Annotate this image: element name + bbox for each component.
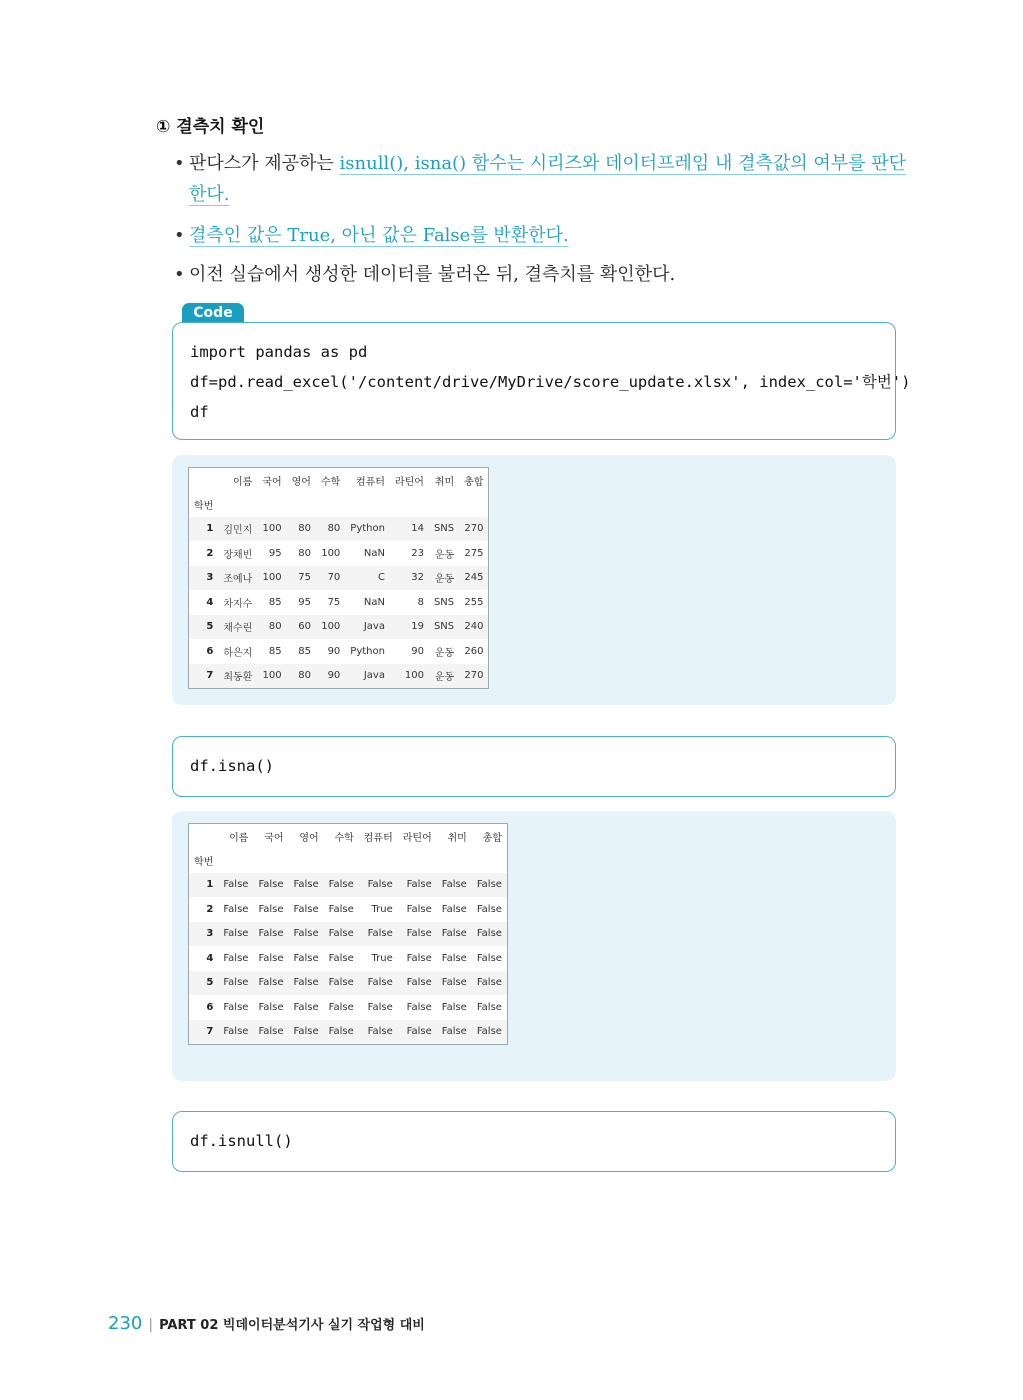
table-cell: False: [328, 928, 354, 940]
table-cell: False: [441, 977, 467, 989]
dataframe-table: [189, 824, 507, 1044]
table-row: [189, 873, 507, 898]
table-cell: False: [328, 1026, 354, 1038]
table-cell: False: [441, 903, 467, 915]
empty-cell: [218, 849, 253, 873]
bullet-highlight: isnull(), isna() 함수는 시리즈와 데이터프레임 내 결측값의 여부를 판단한다.: [189, 153, 907, 205]
table-cell: False: [258, 977, 284, 989]
table-cell: False: [293, 1026, 319, 1038]
footer-divider: |: [148, 1317, 154, 1333]
table-cell: SNS: [433, 621, 455, 633]
table-cell: False: [441, 1001, 467, 1013]
table-cell: 95: [268, 547, 282, 559]
index-name: 학번: [194, 501, 214, 512]
table-row: [189, 566, 488, 591]
table-cell: 100: [321, 547, 341, 559]
table-row: [189, 590, 488, 615]
table-cell: 85: [268, 645, 282, 657]
table-cell: Java: [363, 621, 385, 633]
table-row: [189, 1020, 507, 1045]
empty-cell: [218, 493, 257, 517]
empty-cell: [472, 849, 507, 873]
column-header: 수학: [320, 476, 341, 488]
table-cell: Python: [350, 523, 385, 535]
table-cell: False: [476, 879, 502, 891]
table-cell: 80: [298, 547, 311, 559]
table-cell: 100: [262, 572, 282, 584]
table-row: [189, 922, 507, 947]
table-cell: False: [258, 879, 284, 891]
table-cell: 23: [411, 547, 424, 559]
empty-cell: [287, 493, 316, 517]
output-block-1: [172, 455, 896, 705]
table-cell: 90: [327, 670, 341, 682]
bullet-text: 판다스가 제공하는: [189, 153, 340, 174]
table-cell: 60: [298, 621, 311, 633]
table-cell: False: [258, 903, 284, 915]
page-footer: [108, 1313, 425, 1334]
table-cell: SNS: [433, 523, 455, 535]
column-header: 컴퓨터: [363, 832, 393, 844]
table-cell: False: [367, 977, 393, 989]
table-cell: 80: [298, 523, 311, 535]
code-line: df: [190, 403, 209, 421]
table-cell: False: [328, 903, 354, 915]
table-cell: 14: [411, 523, 424, 535]
bullet-text: 이전 실습에서 생성한 데이터를 불러온 뒤, 결측치를 확인한다.: [189, 264, 676, 285]
row-index: 6: [206, 645, 214, 657]
code-line: df.isna(): [190, 757, 274, 775]
row-index: 3: [206, 572, 214, 584]
row-index: 5: [206, 977, 214, 989]
code-tab-label: Code: [182, 303, 244, 323]
header-row: [189, 468, 488, 493]
table-row: [189, 639, 488, 664]
table-cell: 장채빈: [223, 549, 253, 561]
table-cell: False: [258, 928, 284, 940]
table-row: [189, 897, 507, 922]
table-cell: False: [406, 1026, 432, 1038]
table-cell: False: [367, 1001, 393, 1013]
table-cell: False: [293, 903, 319, 915]
table-cell: 255: [464, 596, 484, 608]
table-row: [189, 615, 488, 640]
code-block-3: [172, 1111, 896, 1172]
empty-cell: [429, 493, 459, 517]
table-cell: False: [406, 903, 432, 915]
table-cell: 275: [464, 547, 484, 559]
row-index: 7: [206, 1026, 214, 1038]
table-cell: 245: [464, 572, 484, 584]
footer-text: PART 02 빅데이터분석기사 실기 작업형 대비: [159, 1318, 425, 1333]
table-cell: Java: [363, 670, 385, 682]
table-cell: 95: [298, 596, 311, 608]
empty-cell: [398, 849, 437, 873]
table-cell: 240: [464, 621, 484, 633]
bullet-list: [172, 148, 912, 290]
column-header: 이름: [229, 832, 249, 844]
table-cell: 90: [411, 645, 424, 657]
empty-cell: [316, 493, 345, 517]
code-line: df.isnull(): [190, 1132, 293, 1150]
table-cell: 운동: [434, 672, 455, 684]
bullet-highlight: 결측인 값은 True, 아닌 값은 False를 반환한다.: [189, 225, 569, 246]
bullet-item: [172, 220, 912, 251]
table-cell: False: [406, 977, 432, 989]
index-name: 학번: [194, 857, 214, 868]
table-cell: 김민지: [223, 525, 253, 537]
empty-cell: [390, 493, 429, 517]
index-name-row: [189, 849, 507, 873]
table-cell: False: [328, 1001, 354, 1013]
output-block-2: [172, 811, 896, 1081]
table-cell: False: [476, 952, 502, 964]
bullet-item: [172, 259, 912, 290]
table-cell: 270: [464, 523, 484, 535]
row-index: 2: [206, 547, 214, 559]
table-cell: 19: [411, 621, 424, 633]
empty-cell: [437, 849, 472, 873]
table-cell: 75: [327, 596, 341, 608]
table-cell: False: [476, 977, 502, 989]
table-cell: False: [258, 1026, 284, 1038]
table-cell: False: [406, 928, 432, 940]
code-block-1: [172, 322, 911, 440]
table-cell: False: [441, 1026, 467, 1038]
table-cell: False: [223, 977, 249, 989]
table-cell: 조예나: [223, 574, 253, 586]
column-header: 이름: [232, 476, 253, 488]
row-index: 2: [206, 903, 214, 915]
dataframe-table: [189, 468, 488, 688]
row-index: 3: [206, 928, 214, 940]
table-cell: True: [371, 952, 393, 964]
empty-cell: [459, 493, 488, 517]
table-row: [189, 664, 488, 689]
table-cell: False: [476, 1001, 502, 1013]
table-cell: False: [293, 879, 319, 891]
table-cell: False: [367, 1026, 393, 1038]
page-number: 230: [108, 1313, 143, 1334]
table-cell: False: [223, 879, 249, 891]
table-row: [189, 971, 507, 996]
table-cell: False: [223, 903, 249, 915]
table-cell: 100: [262, 670, 282, 682]
table-cell: False: [328, 879, 354, 891]
row-index: 7: [206, 670, 214, 682]
table-cell: 운동: [434, 574, 455, 586]
table-cell: 90: [327, 645, 341, 657]
table-cell: 260: [464, 645, 484, 657]
table-cell: 32: [411, 572, 424, 584]
row-index: 1: [206, 523, 214, 535]
table-cell: False: [367, 879, 393, 891]
empty-cell: [289, 849, 324, 873]
section-title: ① 결측치 확인: [156, 117, 265, 137]
table-cell: False: [223, 928, 249, 940]
table-cell: 270: [464, 670, 484, 682]
table-row: [189, 995, 507, 1020]
empty-cell: [253, 849, 288, 873]
table-cell: True: [371, 903, 393, 915]
column-header: 컴퓨터: [355, 476, 385, 488]
column-header: 라틴어: [402, 832, 432, 844]
code-line: df=pd.read_excel('/content/drive/MyDrive/score_update.xlsx', index_col='학번'): [190, 373, 911, 391]
table-cell: False: [367, 928, 393, 940]
table-cell: 85: [268, 596, 282, 608]
column-header: 수학: [334, 832, 354, 844]
table-cell: 하은지: [223, 647, 253, 659]
table-cell: False: [476, 928, 502, 940]
column-header: 영어: [299, 832, 319, 844]
table-cell: C: [377, 572, 385, 584]
table-cell: 차지수: [223, 598, 253, 610]
corner-cell: [189, 468, 218, 493]
table-cell: 75: [298, 572, 311, 584]
corner-cell: [189, 824, 218, 849]
table-cell: False: [293, 952, 319, 964]
table-cell: False: [476, 903, 502, 915]
row-index: 4: [206, 596, 214, 608]
table-cell: Python: [350, 645, 385, 657]
table-cell: 채수린: [223, 623, 253, 635]
table-cell: False: [476, 1026, 502, 1038]
table-cell: False: [406, 1001, 432, 1013]
column-header: 국어: [262, 476, 282, 488]
table-cell: False: [293, 977, 319, 989]
column-header: 총합: [482, 832, 502, 844]
table-cell: False: [441, 952, 467, 964]
empty-cell: [345, 493, 390, 517]
table-cell: NaN: [363, 547, 385, 559]
table-cell: 100: [262, 523, 282, 535]
table-cell: 최동환: [223, 672, 253, 684]
header-row: [189, 824, 507, 849]
row-index: 1: [206, 879, 214, 891]
table-cell: 80: [268, 621, 282, 633]
table-cell: 운동: [434, 647, 455, 659]
table-cell: False: [406, 952, 432, 964]
table-row: [189, 541, 488, 566]
table-cell: 85: [298, 645, 311, 657]
table-cell: 70: [327, 572, 341, 584]
table-cell: False: [293, 928, 319, 940]
table-cell: False: [328, 952, 354, 964]
table-cell: False: [258, 952, 284, 964]
row-index: 5: [206, 621, 214, 633]
empty-cell: [359, 849, 398, 873]
table-cell: 100: [404, 670, 424, 682]
empty-cell: [324, 849, 359, 873]
column-header: 총합: [464, 476, 484, 488]
column-header: 라틴어: [394, 476, 424, 488]
table-cell: False: [258, 1001, 284, 1013]
table-cell: NaN: [363, 596, 385, 608]
empty-cell: [257, 493, 286, 517]
table-cell: False: [223, 1026, 249, 1038]
table-cell: 8: [417, 596, 424, 608]
table-cell: 100: [321, 621, 341, 633]
row-index: 4: [206, 952, 214, 964]
table-cell: 80: [327, 523, 341, 535]
column-header: 영어: [291, 476, 311, 488]
index-name-row: [189, 493, 488, 517]
dataframe-output-2: [188, 823, 508, 1045]
table-cell: False: [293, 1001, 319, 1013]
table-cell: False: [441, 928, 467, 940]
code-block-2: [172, 736, 896, 797]
table-cell: False: [223, 1001, 249, 1013]
table-cell: SNS: [433, 596, 455, 608]
column-header: 취미: [434, 476, 455, 488]
column-header: 취미: [447, 832, 467, 844]
bullet-item: [172, 148, 912, 210]
table-cell: False: [406, 879, 432, 891]
table-cell: 운동: [434, 549, 455, 561]
table-cell: False: [328, 977, 354, 989]
table-cell: False: [441, 879, 467, 891]
dataframe-output-1: [188, 467, 489, 689]
row-index: 6: [206, 1001, 214, 1013]
table-row: [189, 946, 507, 971]
table-cell: False: [223, 952, 249, 964]
code-line: import pandas as pd: [190, 343, 368, 361]
table-row: [189, 517, 488, 542]
column-header: 국어: [264, 832, 284, 844]
table-cell: 80: [298, 670, 311, 682]
